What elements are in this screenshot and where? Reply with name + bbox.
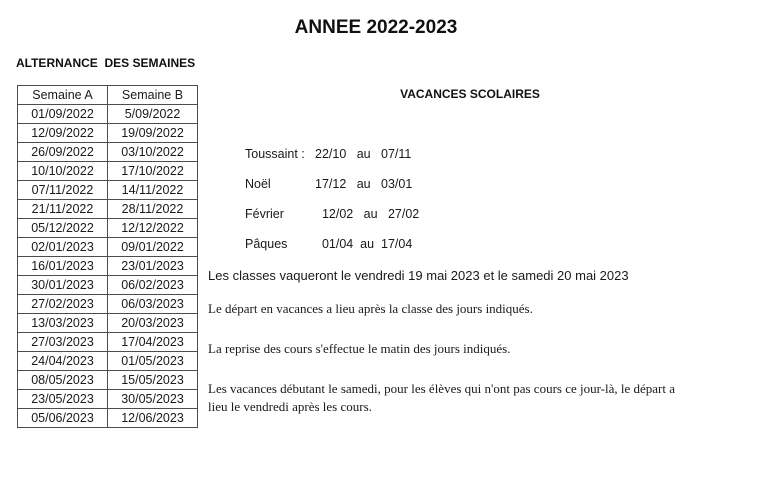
- date-cell: 08/05/2023: [18, 371, 108, 390]
- table-row: [18, 257, 198, 276]
- vacation-period-label: Toussaint :: [245, 147, 305, 161]
- vacation-period-dates: 22/10 au 07/11: [315, 147, 412, 161]
- note-vacances-samedi-line2: lieu le vendredi après les cours.: [208, 399, 372, 414]
- date-cell: 12/09/2022: [18, 124, 108, 143]
- column-header-semaine-b: Semaine B: [108, 86, 198, 105]
- date-cell: 05/12/2022: [18, 219, 108, 238]
- date-cell: 23/05/2023: [18, 390, 108, 409]
- date-cell: 10/10/2022: [18, 162, 108, 181]
- date-cell: 30/05/2023: [108, 390, 198, 409]
- date-cell: 30/01/2023: [18, 276, 108, 295]
- date-cell: 02/01/2023: [18, 238, 108, 257]
- date-cell: 19/09/2022: [108, 124, 198, 143]
- date-cell: 01/05/2023: [108, 352, 198, 371]
- vacation-period-label: Noël: [245, 177, 271, 191]
- date-cell: 17/10/2022: [108, 162, 198, 181]
- date-cell: 26/09/2022: [18, 143, 108, 162]
- table-row: [18, 219, 198, 238]
- date-cell: 24/04/2023: [18, 352, 108, 371]
- note-reprise-cours: La reprise des cours s'effectue le matin des jours indiqués.: [208, 341, 511, 356]
- date-cell: 07/11/2022: [18, 181, 108, 200]
- date-cell: 06/02/2023: [108, 276, 198, 295]
- table-row: [18, 238, 198, 257]
- vacation-period-row: [245, 238, 419, 251]
- table-row: [18, 295, 198, 314]
- note-vacances-samedi: [208, 380, 675, 416]
- vacances-heading: VACANCES SCOLAIRES: [400, 87, 540, 101]
- date-cell: 20/03/2023: [108, 314, 198, 333]
- date-cell: 06/03/2023: [108, 295, 198, 314]
- date-cell: 09/01/2022: [108, 238, 198, 257]
- table-row: [18, 333, 198, 352]
- date-cell: 01/09/2022: [18, 105, 108, 124]
- date-cell: 15/05/2023: [108, 371, 198, 390]
- date-cell: 16/01/2023: [18, 257, 108, 276]
- note-vacances-samedi-line1: Les vacances débutant le samedi, pour les élèves qui n'ont pas cours ce jour-là, le départ a: [208, 381, 676, 396]
- table-row: [18, 371, 198, 390]
- vacation-period-label: Pâques: [245, 237, 288, 251]
- date-cell: 17/04/2023: [108, 333, 198, 352]
- table-row: [18, 200, 198, 219]
- table-row: [18, 162, 198, 181]
- vacation-period-dates: 01/04 au 17/04: [315, 237, 413, 251]
- date-cell: 05/06/2023: [18, 409, 108, 428]
- alternance-table: [17, 85, 198, 428]
- date-cell: 5/09/2022: [108, 105, 198, 124]
- table-header-row: [18, 86, 198, 105]
- vacation-period-row: [245, 148, 419, 161]
- date-cell: 23/01/2023: [108, 257, 198, 276]
- date-cell: 27/03/2023: [18, 333, 108, 352]
- note-classes-vaqueront: Les classes vaqueront le vendredi 19 mai 2023 et le samedi 20 mai 2023: [208, 268, 629, 283]
- date-cell: 12/12/2022: [108, 219, 198, 238]
- table-row: [18, 390, 198, 409]
- vacation-period-dates: 12/02 au 27/02: [315, 207, 420, 221]
- note-depart-vacances: Le départ en vacances a lieu après la classe des jours indiqués.: [208, 301, 533, 316]
- vacation-period-row: [245, 208, 419, 221]
- date-cell: 14/11/2022: [108, 181, 198, 200]
- table-row: [18, 124, 198, 143]
- vacation-period-label: Février: [245, 207, 284, 221]
- date-cell: 03/10/2022: [108, 143, 198, 162]
- table-row: [18, 314, 198, 333]
- date-cell: 13/03/2023: [18, 314, 108, 333]
- table-row: [18, 276, 198, 295]
- page-title: ANNEE 2022-2023: [294, 17, 458, 38]
- date-cell: 28/11/2022: [108, 200, 198, 219]
- table-row: [18, 143, 198, 162]
- vacation-period-row: [245, 178, 419, 191]
- table-row: [18, 181, 198, 200]
- table-row: [18, 352, 198, 371]
- table-body: [18, 105, 198, 428]
- column-header-semaine-a: Semaine A: [18, 86, 108, 105]
- table-row: [18, 105, 198, 124]
- vacation-period-dates: 17/12 au 03/01: [315, 177, 413, 191]
- date-cell: 27/02/2023: [18, 295, 108, 314]
- date-cell: 21/11/2022: [18, 200, 108, 219]
- alternance-heading: ALTERNANCE DES SEMAINES: [16, 56, 196, 70]
- date-cell: 12/06/2023: [108, 409, 198, 428]
- table-row: [18, 409, 198, 428]
- vacances-list: [245, 148, 419, 268]
